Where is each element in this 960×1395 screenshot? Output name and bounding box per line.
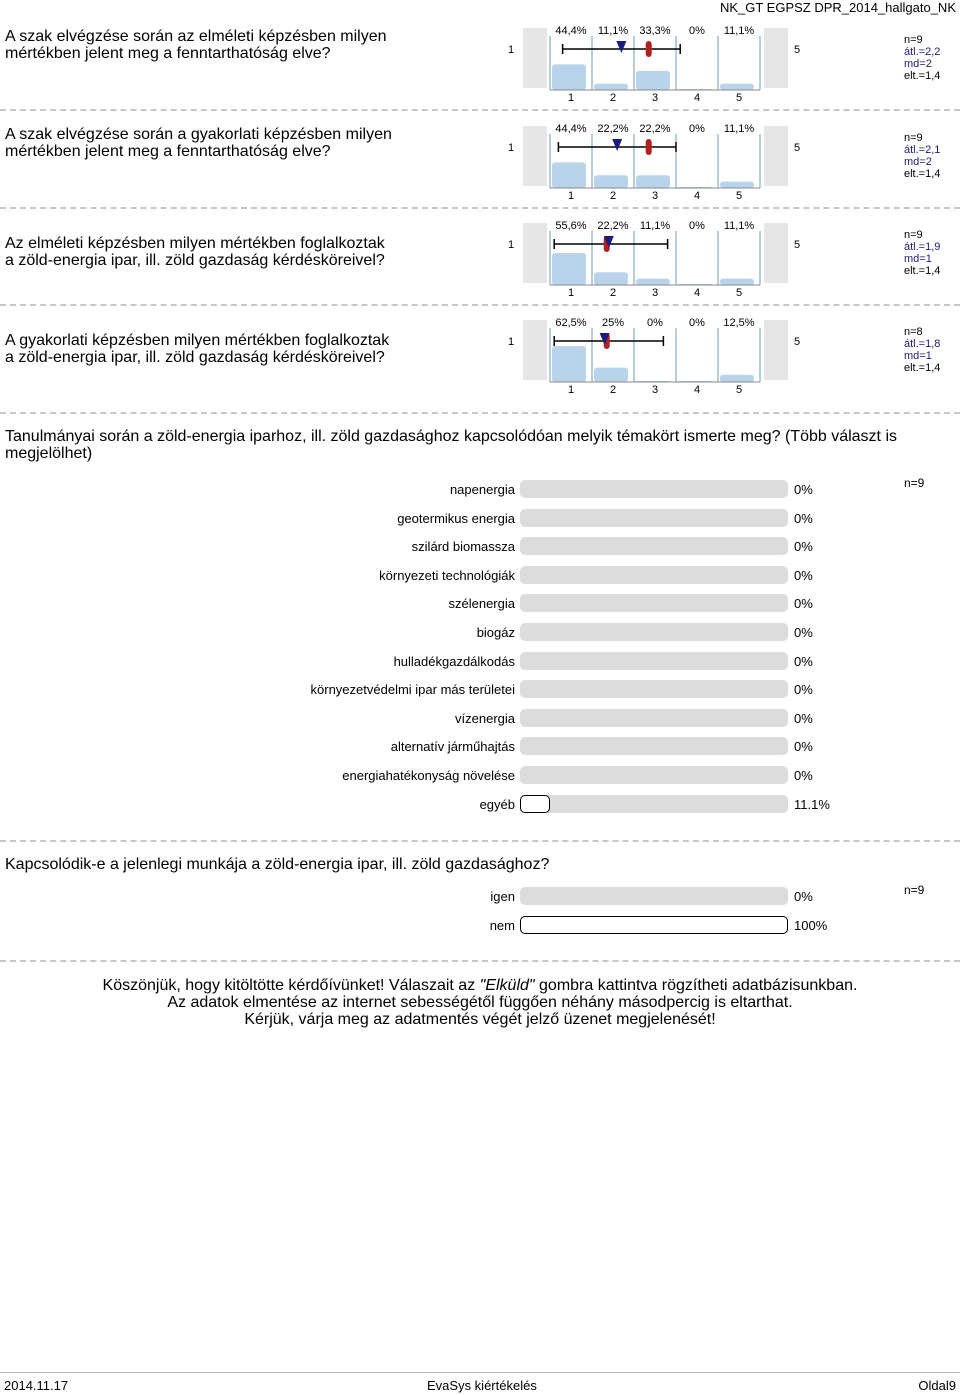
- median-marker: [646, 41, 652, 57]
- distribution-plot: [548, 231, 764, 287]
- scale-tick: 1: [567, 287, 575, 299]
- n-count: n=8: [904, 326, 923, 338]
- scale-left-box: [523, 223, 547, 283]
- question-text: A szak elvégzése során az elméleti képzésben milyen mértékben jelent meg a fenntarthatóság elve?: [5, 28, 387, 62]
- answer-label: alternatív járműhajtás: [390, 739, 515, 755]
- distribution-plot: [548, 134, 764, 190]
- answer-bar-track: [520, 480, 788, 498]
- scale-left-box: [523, 320, 547, 380]
- sd-value: elt.=1,4: [904, 168, 941, 180]
- distribution-plot: [548, 36, 764, 92]
- mean-value: átl.=1,8: [904, 338, 941, 350]
- distribution-bar: [594, 272, 628, 285]
- scale-right-box: [764, 126, 788, 186]
- answer-label: vízenergia: [455, 710, 515, 726]
- median-marker: [646, 139, 652, 155]
- document-id: NK_GT EGPSZ DPR_2014_hallgato_NK: [719, 0, 956, 15]
- answer-percent: 0%: [794, 682, 813, 698]
- scale-right-label: 5: [794, 239, 801, 251]
- footer-title: EvaSys kiértékelés: [427, 1378, 537, 1393]
- scale-tick: 1: [567, 190, 575, 202]
- scale-tick: 3: [651, 190, 659, 202]
- answer-label: szélenergia: [448, 596, 515, 612]
- answer-row: [0, 537, 960, 561]
- scale-right-box: [764, 223, 788, 283]
- mean-value: átl.=1,9: [904, 241, 941, 253]
- answer-bar-track: [520, 537, 788, 555]
- answer-percent: 0%: [794, 567, 813, 583]
- distribution-bar: [594, 84, 628, 90]
- answer-bar-track: [520, 680, 788, 698]
- footer-page: Oldal9: [918, 1378, 956, 1393]
- answer-percent: 22,2%: [597, 123, 629, 135]
- scale-tick: 1: [567, 92, 575, 104]
- scale-left-label: 1: [508, 142, 515, 154]
- distribution-bar: [720, 375, 754, 382]
- answer-row: [0, 594, 960, 618]
- answer-label: nem: [489, 917, 515, 933]
- distribution-bar: [720, 182, 754, 188]
- answer-bar-track: [520, 916, 788, 934]
- median-value: md=2: [904, 156, 932, 168]
- question-stats: [904, 326, 940, 374]
- median-value: md=1: [904, 253, 932, 265]
- answer-row: [0, 623, 960, 647]
- scale-tick: 5: [735, 384, 743, 396]
- answer-percent: 33,3%: [639, 25, 671, 37]
- answer-percent: 0%: [689, 220, 705, 232]
- topics-n: n=9: [904, 476, 925, 490]
- answer-row: [0, 566, 960, 590]
- scale-question: [0, 20, 960, 116]
- answer-percent: 0%: [794, 625, 813, 640]
- answer-percent: 0%: [794, 482, 813, 497]
- answer-row: [0, 916, 960, 940]
- answer-percent: 11,1%: [639, 220, 671, 232]
- answer-row: [0, 795, 960, 819]
- median-value: md=1: [904, 350, 932, 362]
- distribution-bar: [552, 253, 586, 285]
- scale-question: [0, 215, 960, 311]
- answer-bar-track: [520, 652, 788, 670]
- answer-percent: 11,1%: [597, 25, 629, 37]
- answer-label: energiahatékonyság növelése: [342, 768, 515, 783]
- scale-left-label: 1: [508, 239, 515, 251]
- answer-bar-fill: [520, 795, 550, 813]
- mean-value: átl.=2,1: [904, 144, 941, 156]
- answer-row: [0, 887, 960, 911]
- answer-percent: 0%: [794, 768, 813, 783]
- scale-tick: 3: [651, 287, 659, 299]
- answer-row: [0, 652, 960, 676]
- answer-percent: 0%: [689, 123, 705, 135]
- answer-percent: 44,4%: [555, 25, 587, 37]
- scale-left-label: 1: [508, 44, 515, 56]
- distribution-bar: [636, 175, 670, 188]
- answer-percent: 55,6%: [555, 220, 587, 232]
- n-count: n=9: [904, 132, 923, 144]
- question-stats: [904, 34, 940, 82]
- scale-right-label: 5: [794, 44, 801, 56]
- answer-percent: 0%: [794, 539, 813, 555]
- sd-value: elt.=1,4: [904, 265, 941, 277]
- divider: [0, 840, 960, 842]
- divider: [0, 304, 960, 306]
- topics-question-title: Tanulmányai során a zöld-energia iparhoz, ill. zöld gazdasághoz kapcsolódóan melyik témakört ismerte meg? (Több választ is megjelölhet): [5, 428, 897, 462]
- scale-tick: 2: [609, 384, 617, 396]
- thanks-text-c: gombra kattintva rögzítheti adatbázisunkban.: [534, 977, 858, 994]
- scale-question: [0, 118, 960, 214]
- scale-left-box: [523, 126, 547, 186]
- answer-percent: 0%: [689, 317, 705, 329]
- sd-value: elt.=1,4: [904, 70, 941, 82]
- divider: [0, 207, 960, 209]
- answer-percent: 12,5%: [723, 317, 755, 329]
- answer-percent: 22,2%: [597, 220, 629, 232]
- distribution-bar: [552, 346, 586, 382]
- answer-bar-track: [520, 737, 788, 755]
- scale-right-box: [764, 28, 788, 88]
- answer-percent: 11,1%: [723, 123, 755, 135]
- answer-bar-track: [520, 795, 788, 813]
- answer-percent: 0%: [794, 889, 813, 904]
- answer-label: biogáz: [476, 625, 515, 640]
- sd-value: elt.=1,4: [904, 362, 941, 374]
- distribution-bar: [720, 279, 754, 285]
- scale-question: [0, 312, 960, 408]
- scale-tick: 1: [567, 384, 575, 396]
- work-question-title: Kapcsolódik-e a jelenlegi munkája a zöld-energia ipar, ill. zöld gazdasághoz?: [5, 856, 550, 873]
- distribution-bar: [594, 368, 628, 382]
- scale-tick: 5: [735, 287, 743, 299]
- answer-bar-fill: [520, 916, 788, 934]
- work-n: n=9: [904, 883, 925, 897]
- answer-percent: 0%: [647, 317, 663, 329]
- question-text: A gyakorlati képzésben milyen mértékben foglalkoztak a zöld-energia ipar, ill. zöld gazdaság kérdésköreivel?: [5, 332, 390, 366]
- scale-right-label: 5: [794, 142, 801, 154]
- answer-bar-track: [520, 623, 788, 641]
- answer-percent: 0%: [794, 510, 813, 526]
- distribution-bar: [552, 64, 586, 90]
- distribution-bar: [636, 279, 670, 285]
- question-stats: [904, 229, 940, 277]
- submit-quote: "Elküld": [479, 977, 535, 994]
- answer-percent: 25%: [601, 317, 625, 329]
- scale-tick: 4: [693, 384, 701, 396]
- answer-percent: 0%: [794, 739, 813, 755]
- scale-tick: 4: [693, 92, 701, 104]
- divider: [0, 109, 960, 111]
- answer-bar-track: [520, 709, 788, 727]
- answer-bar-track: [520, 887, 788, 905]
- answer-label: környezetvédelmi ipar más területei: [310, 682, 515, 698]
- mean-marker: [616, 41, 626, 53]
- answer-label: napenergia: [449, 482, 515, 497]
- n-count: n=9: [904, 34, 923, 46]
- scale-tick: 5: [735, 190, 743, 202]
- scale-left-label: 1: [508, 336, 515, 348]
- distribution-plot: [548, 328, 764, 384]
- answer-label: környezeti technológiák: [379, 567, 515, 583]
- answer-row: [0, 709, 960, 733]
- scale-tick: 2: [609, 190, 617, 202]
- answer-percent: 11,1%: [723, 220, 755, 232]
- distribution-bar: [552, 162, 586, 188]
- answer-row: [0, 766, 960, 790]
- scale-tick: 2: [609, 287, 617, 299]
- mean-marker: [612, 139, 622, 151]
- scale-tick: 4: [693, 287, 701, 299]
- answer-row: [0, 480, 960, 504]
- answer-bar-track: [520, 509, 788, 527]
- answer-percent: 44,4%: [555, 123, 587, 135]
- distribution-bar: [636, 71, 670, 90]
- answer-label: szilárd biomassza: [411, 539, 515, 555]
- answer-percent: 11.1%: [794, 796, 830, 812]
- divider: [0, 960, 960, 962]
- answer-label: igen: [490, 889, 515, 904]
- answer-percent: 11,1%: [723, 25, 755, 37]
- scale-tick: 5: [735, 92, 743, 104]
- answer-label: geotermikus energia: [397, 510, 515, 526]
- answer-percent: 0%: [794, 596, 813, 612]
- mean-value: átl.=2,2: [904, 46, 941, 58]
- distribution-bar: [720, 84, 754, 90]
- footer-rule: [0, 1372, 960, 1373]
- question-text: Az elméleti képzésben milyen mértékben foglalkoztak a zöld-energia ipar, ill. zöld gazdaság kérdésköreivel?: [5, 235, 385, 269]
- median-value: md=2: [904, 58, 932, 70]
- answer-percent: 0%: [794, 710, 813, 726]
- scale-right-box: [764, 320, 788, 380]
- answer-percent: 62,5%: [555, 317, 587, 329]
- answer-percent: 100%: [794, 917, 828, 933]
- scale-tick: 3: [651, 384, 659, 396]
- scale-tick: 2: [609, 92, 617, 104]
- answer-row: [0, 509, 960, 533]
- answer-label: egyéb: [479, 796, 515, 812]
- question-stats: [904, 132, 940, 180]
- thanks-text-a: Köszönjük, hogy kitöltötte kérdőívünket! Válaszait az: [102, 977, 480, 994]
- answer-percent: 22,2%: [639, 123, 671, 135]
- answer-label: hulladékgazdálkodás: [393, 653, 515, 669]
- n-count: n=9: [904, 229, 923, 241]
- scale-tick: 3: [651, 92, 659, 104]
- thanks-line-1: [0, 977, 960, 994]
- answer-bar-track: [520, 766, 788, 784]
- thanks-line-3: Kérjük, várja meg az adatmentés végét jelző üzenet megjelenését!: [244, 1011, 716, 1028]
- scale-left-box: [523, 28, 547, 88]
- distribution-bar: [594, 175, 628, 188]
- answer-row: [0, 737, 960, 761]
- divider: [0, 412, 960, 414]
- answer-bar-track: [520, 566, 788, 584]
- answer-bar-track: [520, 594, 788, 612]
- scale-tick: 4: [693, 190, 701, 202]
- scale-right-label: 5: [794, 336, 801, 348]
- answer-percent: 0%: [689, 25, 705, 37]
- thanks-line-2: Az adatok elmentése az internet sebességétől függően néhány másodpercig is eltarthat.: [167, 994, 793, 1011]
- answer-row: [0, 680, 960, 704]
- answer-percent: 0%: [794, 653, 813, 669]
- footer-date: 2014.11.17: [4, 1378, 69, 1393]
- question-text: A szak elvégzése során a gyakorlati képzésben milyen mértékben jelent meg a fenntarthatóság elve?: [5, 126, 392, 160]
